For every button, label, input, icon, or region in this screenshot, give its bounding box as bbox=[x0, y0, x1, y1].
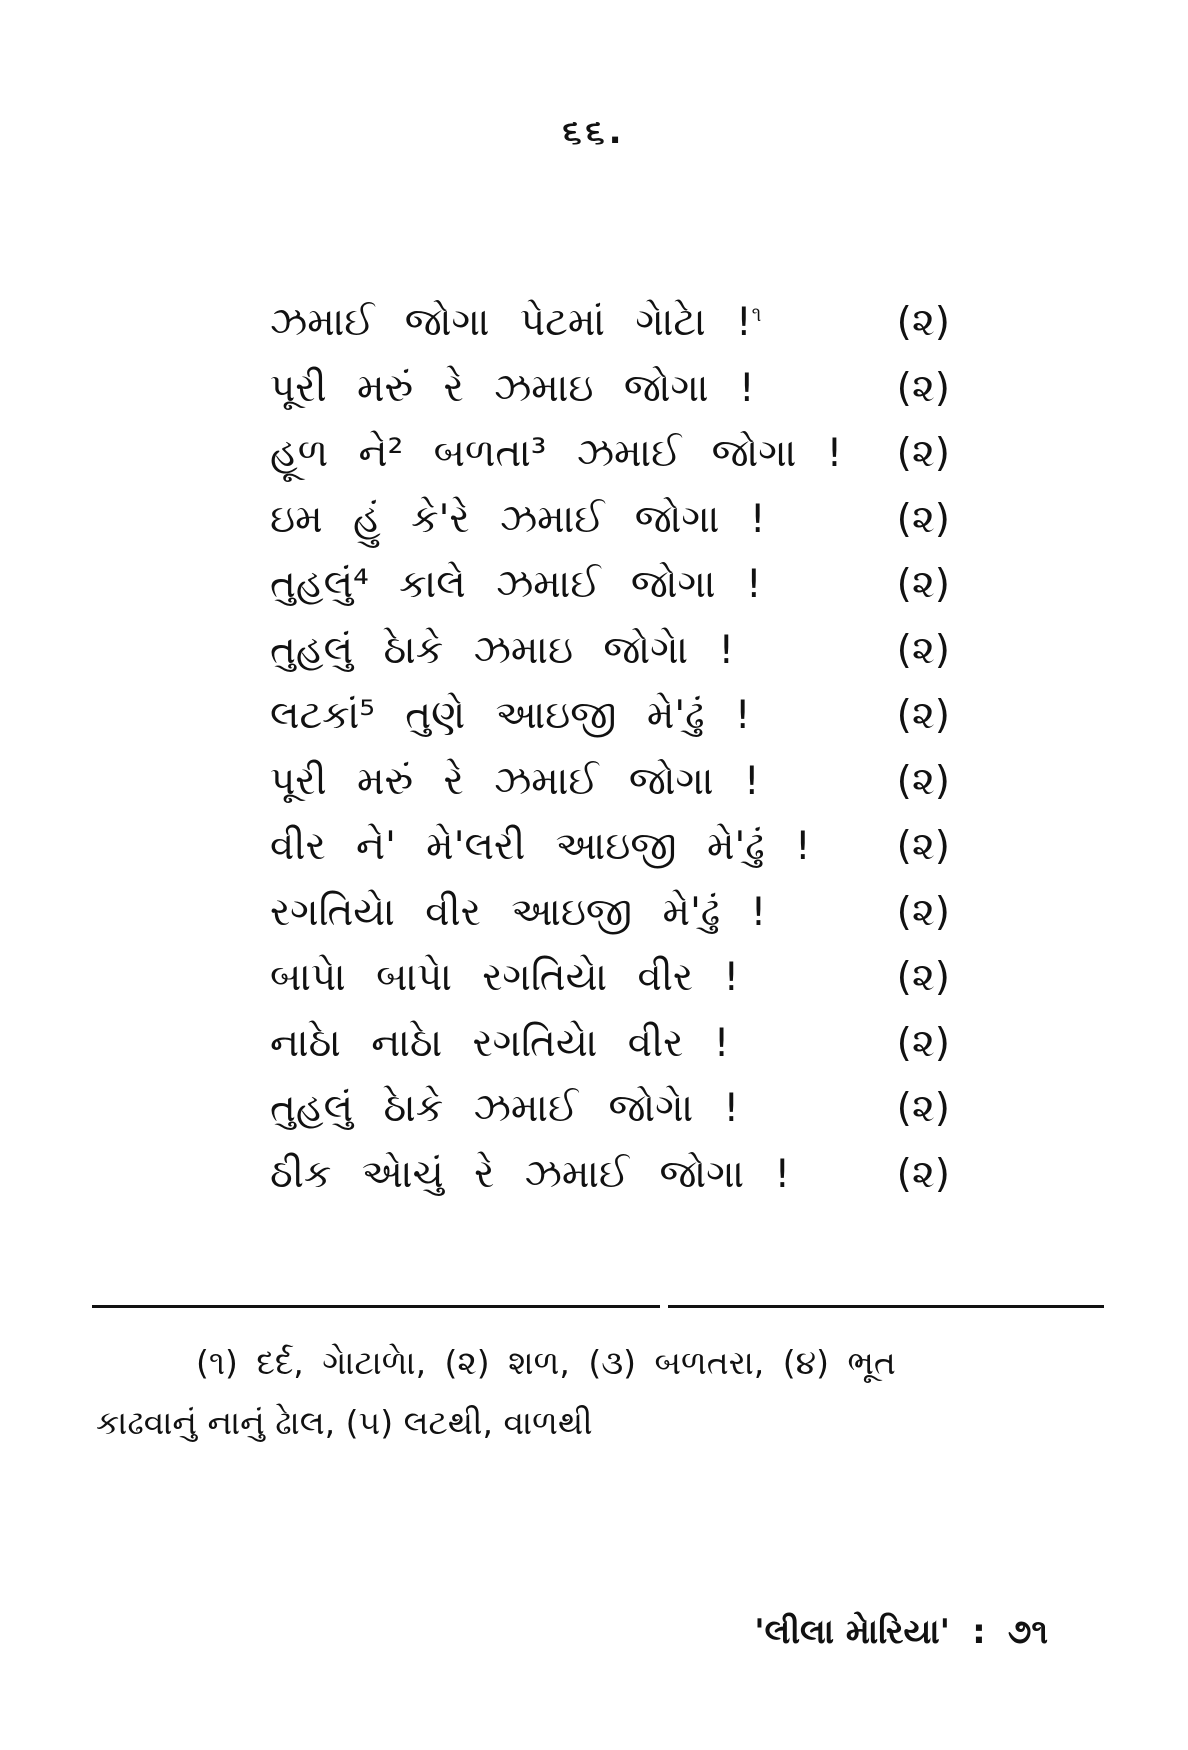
verse-line bbox=[270, 1142, 950, 1208]
refrain-marker: (૨) bbox=[896, 824, 950, 869]
footnote-marker: ૧ bbox=[751, 302, 762, 326]
verse-line-text: ઇમ હું કે'રે ઝમાઈ જોગા ! bbox=[270, 496, 766, 542]
song-verse bbox=[270, 290, 950, 1207]
verse-line-text: પૂરી મરું રે ઝમાઈ જોગા ! bbox=[270, 758, 760, 804]
verse-line bbox=[270, 945, 950, 1011]
footnote-divider bbox=[92, 1305, 1104, 1308]
footnote-line: (૧) દર્દ, ગેાટાળેા, (૨) શળ, (૩) બળતરા, (૪) ભૂત bbox=[196, 1343, 896, 1382]
verse-line bbox=[270, 814, 950, 880]
page-number: ૬૬. bbox=[562, 112, 626, 152]
verse-line-text: હૂળ ને² બળતા³ ઝમાઈ જોગા ! bbox=[270, 431, 843, 476]
verse-line-text: તુહલું ઠેાકે ઝમાઈ જોગેા ! bbox=[270, 1086, 740, 1131]
verse-line bbox=[270, 618, 950, 684]
verse-line-text: વીર ને' મે'લરી આઇજી મે'ઢું ! bbox=[270, 824, 811, 869]
folio-number: ૭૧ bbox=[1007, 1612, 1048, 1652]
verse-line-text: તુહલું ઠેાકે ઝમાઇ જોગેા ! bbox=[270, 627, 735, 673]
refrain-marker: (૨) bbox=[896, 955, 950, 1000]
refrain-marker: (૨) bbox=[896, 758, 950, 804]
book-title: 'લીલા મેારિયા' bbox=[754, 1612, 951, 1652]
verse-line bbox=[270, 290, 950, 356]
refrain-marker: (૨) bbox=[896, 1086, 950, 1131]
verse-line bbox=[270, 1011, 950, 1077]
verse-line bbox=[270, 552, 950, 618]
refrain-marker: (૨) bbox=[896, 889, 950, 935]
footnotes bbox=[96, 1333, 1096, 1453]
refrain-marker: (૨) bbox=[896, 496, 950, 542]
refrain-marker: (૨) bbox=[896, 693, 950, 738]
verse-line bbox=[270, 487, 950, 553]
refrain-marker: (૨) bbox=[896, 627, 950, 673]
running-footer bbox=[754, 1612, 1048, 1652]
verse-line-text: તુહલું⁴ કાલે ઝમાઈ જોગા ! bbox=[270, 562, 762, 607]
verse-line-text: લટકાં⁵ તુણે આઇજી મે'ઢું ! bbox=[270, 693, 751, 738]
refrain-marker: (૨) bbox=[896, 300, 950, 345]
verse-line-text: ઝમાઈ જોગા પેટમાં ગેાટેા ! bbox=[270, 300, 752, 345]
verse-line bbox=[270, 880, 950, 946]
footnote-line: કાઢવાનું નાનું ઢેાલ, (૫) લટથી, વાળથી bbox=[96, 1403, 593, 1442]
refrain-marker: (૨) bbox=[896, 1151, 950, 1197]
verse-line-text: રગતિયેા વીર આઇજી મે'ઢું ! bbox=[270, 889, 767, 935]
refrain-marker: (૨) bbox=[896, 1020, 950, 1066]
refrain-marker: (૨) bbox=[896, 431, 950, 476]
verse-line-text: પૂરી મરું રે ઝમાઇ જોગા ! bbox=[270, 365, 755, 411]
verse-line bbox=[270, 1076, 950, 1142]
verse-line-text: બાપેા બાપેા રગતિયેા વીર ! bbox=[270, 955, 740, 1000]
verse-line bbox=[270, 356, 950, 422]
refrain-marker: (૨) bbox=[896, 365, 950, 411]
verse-line bbox=[270, 683, 950, 749]
verse-line bbox=[270, 749, 950, 815]
footnote-divider-gap bbox=[660, 1302, 668, 1310]
footer-separator: : bbox=[972, 1612, 986, 1652]
verse-line bbox=[270, 421, 950, 487]
verse-line-text: ઠીક એાચું રે ઝમાઈ જોગા ! bbox=[270, 1151, 791, 1197]
refrain-marker: (૨) bbox=[896, 562, 950, 607]
verse-line-text: નાઠેા નાઠેા રગતિયેા વીર ! bbox=[270, 1020, 730, 1066]
